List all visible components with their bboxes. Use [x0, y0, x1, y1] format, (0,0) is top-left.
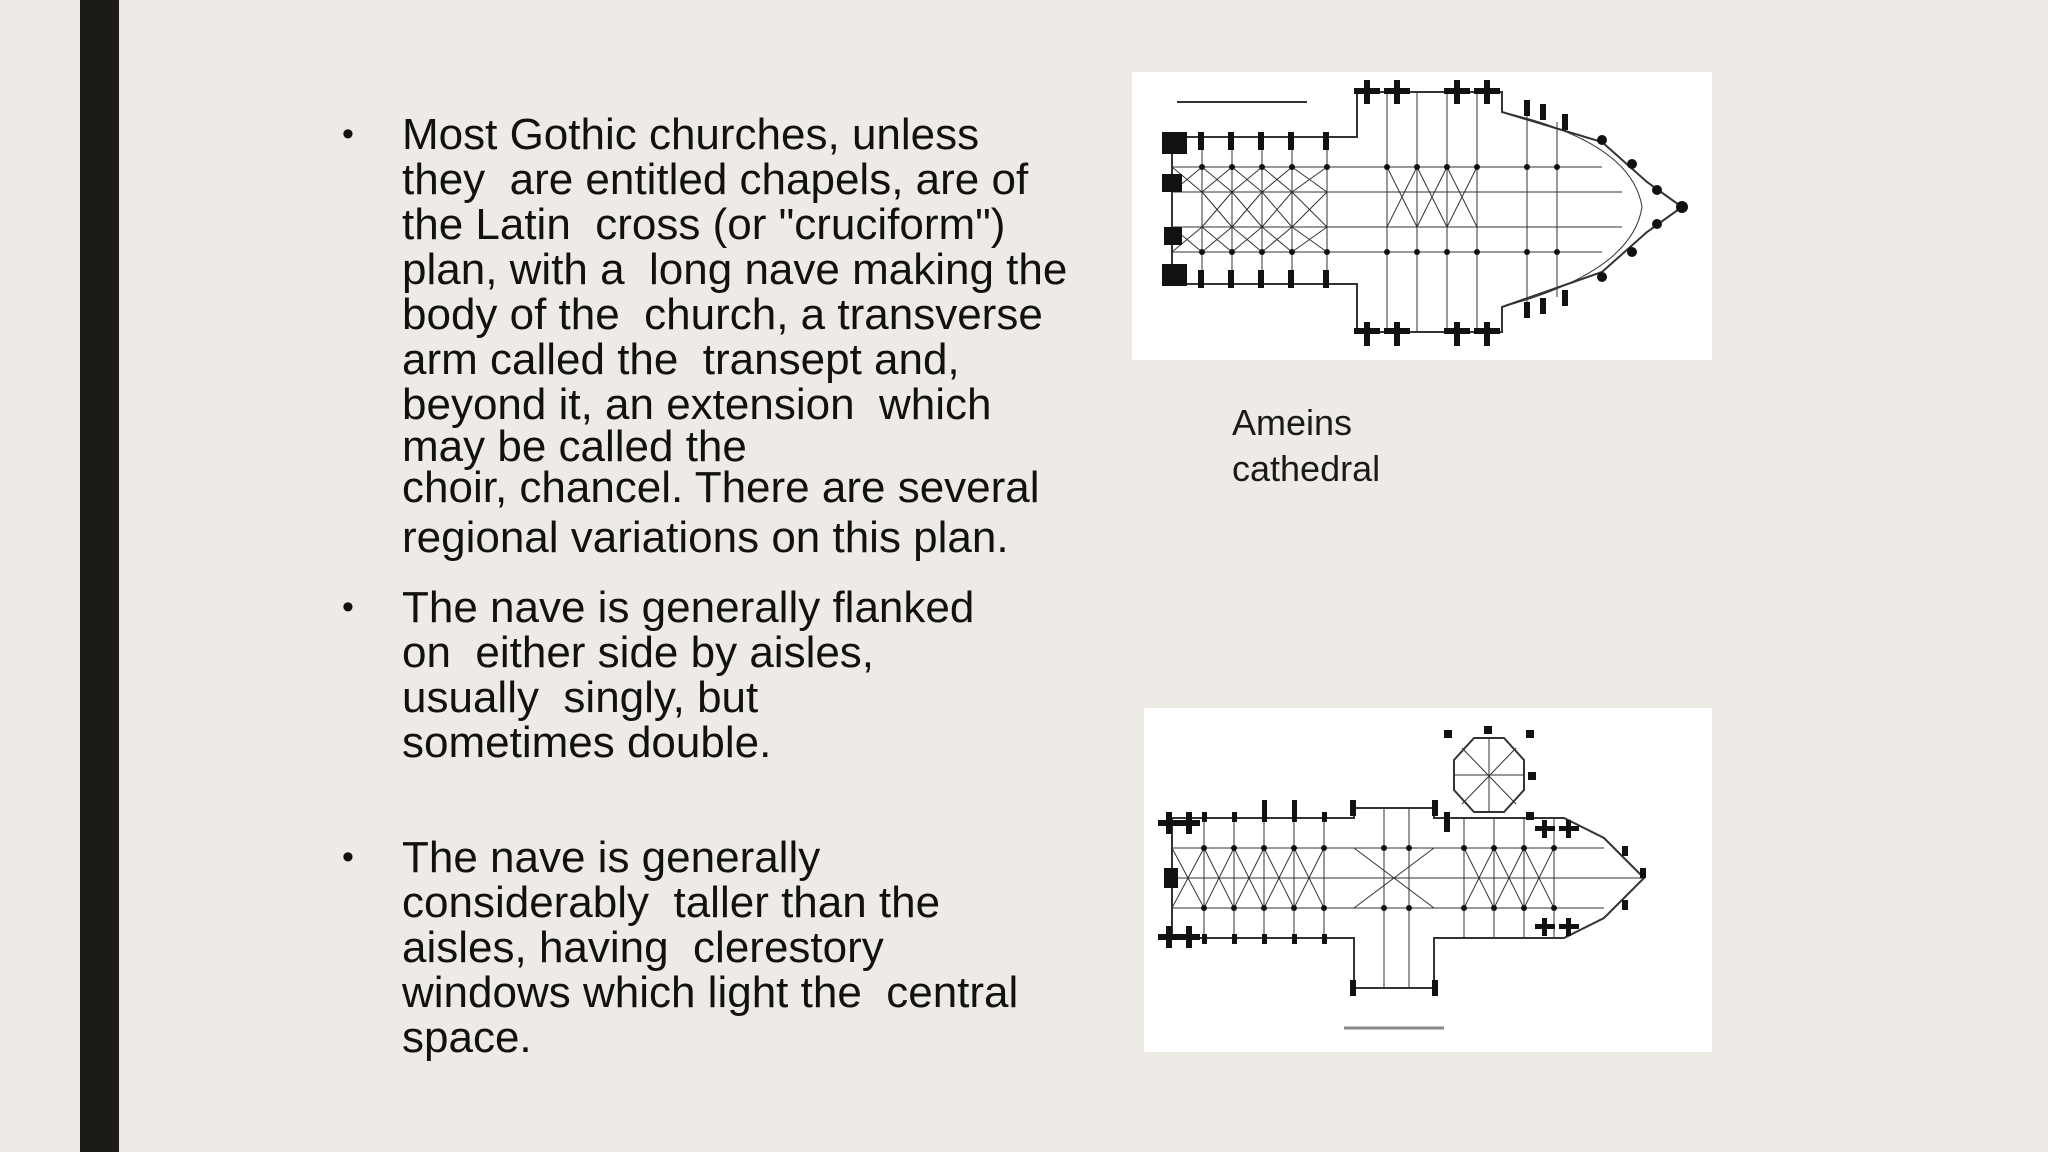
bullet-line: space.: [402, 1013, 532, 1062]
bullet-line: regional variations on this plan.: [402, 513, 1009, 562]
bullet-line: The nave is generally: [402, 833, 821, 882]
bullet-line: Most Gothic churches, unless: [402, 110, 980, 159]
bullet-line: on either side by aisles,: [402, 628, 875, 677]
bullet-line: choir, chancel. There are several: [402, 463, 1040, 512]
plan-caption: [1232, 400, 1380, 492]
bullet-list: [330, 112, 1130, 1060]
bullet-line: beyond it, an extension which: [402, 380, 992, 429]
amiens-floor-plan-image: [1132, 72, 1712, 360]
bullet-symbol: •: [342, 838, 354, 876]
bullet-line: aisles, having clerestory: [402, 923, 884, 972]
bullet-line: considerably taller than the: [402, 878, 941, 927]
bullet-line: usually singly, but: [402, 673, 759, 722]
bullet-item: [330, 835, 1130, 1060]
cathedral-floor-plan-image: [1144, 708, 1712, 1052]
bullet-line: sometimes double.: [402, 718, 772, 767]
bullet-line: windows which light the central: [402, 968, 1019, 1017]
bullet-line: body of the church, a transverse: [402, 290, 1043, 339]
bullet-line: plan, with a long nave making the: [402, 245, 1068, 294]
bullet-line: the Latin cross (or "cruciform"): [402, 200, 1006, 249]
bullet-line: may be called the: [402, 422, 747, 471]
bullet-item: [330, 585, 1130, 765]
caption-line: cathedral: [1232, 448, 1381, 489]
caption-line: Ameins: [1232, 402, 1353, 443]
accent-bar: [80, 0, 119, 1152]
bullet-symbol: •: [342, 115, 354, 153]
bullet-item: [330, 112, 1130, 567]
bullet-symbol: •: [342, 588, 354, 626]
bullet-line: arm called the transept and,: [402, 335, 960, 384]
bullet-line: they are entitled chapels, are of: [402, 155, 1029, 204]
bullet-line: The nave is generally flanked: [402, 583, 975, 632]
